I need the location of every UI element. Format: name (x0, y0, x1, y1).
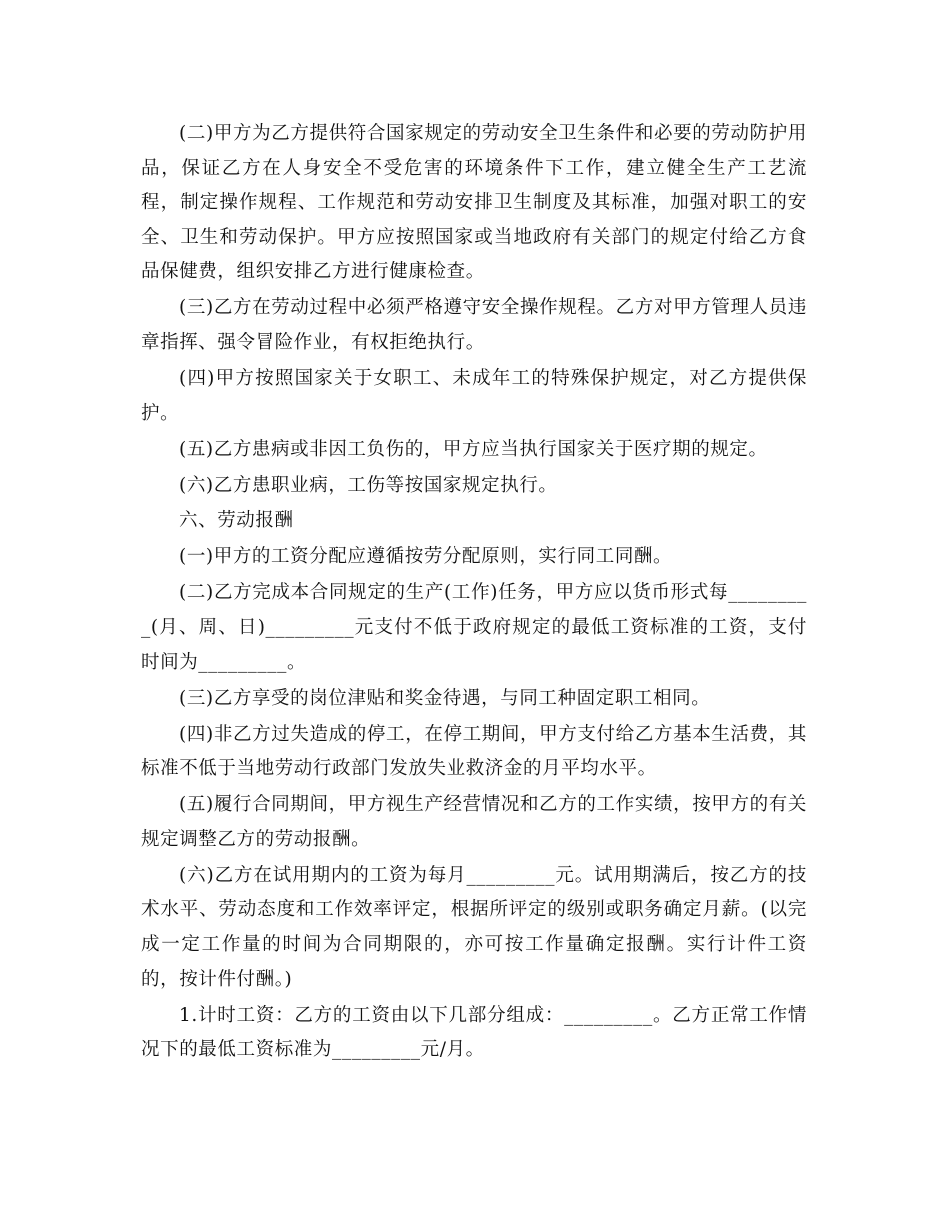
paragraph-equal-pay: (一)甲方的工资分配应遵循按劳分配原则，实行同工同酬。 (179, 546, 673, 568)
paragraph-allowance-bonus: (三)乙方享受的岗位津贴和奖金待遇，与同工种固定职工相同。 (179, 687, 711, 709)
paragraph-safety-conditions: (二)甲方为乙方提供符合国家规定的劳动安全卫生条件和必要的劳动防护用品，保证乙方在人身安全不受危害的环境条件下工作，建立健全生产工艺流程，制定操作规程、工作规范和劳动安排卫生制度及其标准，加强对职工的安全、卫生和劳动保护。甲方应按照国家或当地政府有关部门的规定付给乙方食品保健费，组织安排乙方进行健康检查。 (141, 123, 807, 283)
paragraph-safety-rules: (三)乙方在劳动过程中必须严格遵守安全操作规程。乙方对甲方管理人员违章指挥、强令冒险作业，有权拒绝执行。 (141, 297, 807, 353)
document-body (141, 117, 807, 1069)
paragraph-wage-payment: (二)乙方完成本合同规定的生产(工作)任务，甲方应以货币形式每_________(月、周、日)_________元支付不低于政府规定的最低工资标准的工资，支付时间为_________。 (141, 582, 807, 673)
paragraph-occupational-disease: (六)乙方患职业病，工伤等按国家规定执行。 (179, 474, 558, 496)
section-heading-labor-remuneration: 六、劳动报酬 (179, 510, 294, 532)
paragraph-time-wage: 1.计时工资：乙方的工资由以下几部分组成：_________。乙方正常工作情况下的最低工资标准为_________元/月。 (141, 1004, 807, 1061)
paragraph-medical-period: (五)乙方患病或非因工负伤的，甲方应当执行国家关于医疗期的规定。 (179, 438, 768, 460)
paragraph-work-stoppage: (四)非乙方过失造成的停工，在停工期间，甲方支付给乙方基本生活费，其标准不低于当地劳动行政部门发放失业救济金的月平均水平。 (141, 723, 807, 780)
paragraph-remuneration-adjustment: (五)履行合同期间，甲方视生产经营情况和乙方的工作实绩，按甲方的有关规定调整乙方的劳动报酬。 (141, 794, 807, 850)
paragraph-special-protection: (四)甲方按照国家关于女职工、未成年工的特殊保护规定，对乙方提供保护。 (141, 367, 807, 424)
paragraph-probation-wage: (六)乙方在试用期内的工资为每月_________元。试用期满后，按乙方的技术水平、劳动态度和工作效率评定，根据所评定的级别或职务确定月薪。(以完成一定工作量的时间为合同期限的，亦可按工作量确定报酬。实行计件工资的，按计件付酬。) (141, 864, 807, 990)
